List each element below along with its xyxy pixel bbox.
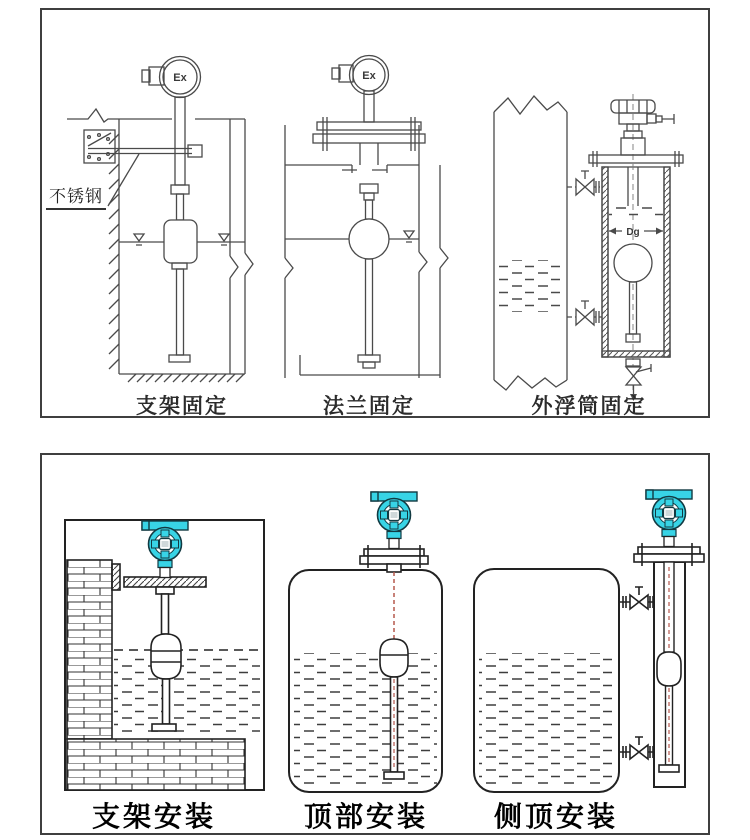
fixing-methods-panel	[40, 8, 710, 418]
rod-end-cap	[363, 362, 375, 368]
upper-rod	[162, 594, 169, 634]
dg-dimension	[609, 227, 663, 238]
bracket-post	[112, 564, 120, 590]
float-body	[657, 652, 681, 686]
lower-rod	[163, 679, 170, 724]
tank-wall-right-outer	[440, 165, 448, 378]
rod-coupling	[156, 587, 174, 594]
level-symbol	[404, 231, 414, 242]
float-ball	[349, 219, 389, 259]
caption-top-install: 顶部安装	[303, 801, 429, 832]
smart-transmitter-head	[142, 521, 188, 578]
float-lower-hub	[172, 263, 187, 269]
rod-coupling	[360, 184, 378, 193]
nozzle-neck	[360, 143, 378, 165]
floor-hatching	[128, 374, 244, 382]
bracket-beam	[124, 577, 206, 587]
lower-rod	[366, 259, 373, 355]
caption-side-top-install: 侧顶安装	[493, 801, 619, 832]
tank-broken-top	[494, 96, 567, 114]
dg-label: Dg	[626, 227, 640, 238]
stem-pipe	[364, 91, 374, 122]
rod-end-stop	[358, 355, 380, 362]
float-body	[164, 220, 197, 263]
tank-water	[498, 260, 564, 312]
rod-end-stop	[169, 355, 190, 362]
upper-rod	[366, 200, 373, 219]
tank-wall-left	[285, 125, 293, 378]
chamber-flange	[589, 151, 683, 167]
smart-transmitter-head	[646, 490, 692, 547]
lower-rod	[177, 269, 184, 355]
tank-broken-bottom	[494, 376, 567, 390]
float-ball	[614, 244, 652, 282]
caption-bracket-install: 支架安装	[91, 801, 217, 832]
float-body	[151, 634, 181, 679]
installation-methods-drawing	[42, 455, 708, 833]
caption-flange-fixing: 法兰固定	[323, 395, 415, 418]
rod-coupling	[387, 564, 401, 572]
tank-top	[285, 165, 419, 173]
water	[294, 653, 437, 785]
bracket-install-diagram	[65, 520, 264, 790]
brick-wall	[67, 560, 112, 739]
upper-rod	[177, 194, 184, 220]
transmitter-head-ex-2	[332, 56, 389, 95]
rod-coupling-2	[364, 193, 374, 200]
installation-methods-panel	[40, 453, 710, 835]
upper-connection-valve	[619, 587, 654, 609]
fixing-methods-drawing	[42, 10, 708, 416]
caption-bracket-fixing: 支架固定	[136, 395, 228, 418]
lower-connection-valve	[619, 737, 654, 759]
top-install-diagram	[289, 492, 442, 792]
support-arm	[88, 149, 192, 154]
upper-valve	[567, 171, 600, 195]
rod-end-stop	[152, 724, 176, 731]
lower-valve	[567, 301, 602, 325]
tank-wall-inner	[230, 119, 238, 374]
transmitter-head-ex-1	[142, 57, 201, 98]
wall-hatching	[109, 134, 119, 369]
tank-wall-outer	[245, 119, 253, 374]
stainless-steel-label: 不锈钢	[46, 182, 106, 210]
bracket-fixing-diagram	[67, 57, 253, 383]
side-top-install-diagram	[474, 490, 704, 792]
chamber-water	[609, 207, 663, 219]
ex-marking: Ex	[362, 70, 376, 82]
transmitter-head-compact	[611, 100, 674, 155]
water	[479, 653, 614, 785]
tank-walls	[494, 112, 567, 380]
steel-label-leader-line	[108, 154, 139, 206]
stem-pipe	[175, 97, 185, 185]
ex-marking: Ex	[173, 72, 187, 84]
mounting-flange	[313, 117, 425, 151]
flange-fixing-diagram	[285, 56, 448, 379]
rod-end-stop	[384, 772, 404, 779]
caption-external-chamber-fixing: 外浮筒固定	[531, 395, 647, 418]
smart-transmitter-head	[371, 492, 417, 549]
arm-clamp	[188, 145, 202, 157]
brick-floor	[67, 739, 245, 790]
water	[114, 655, 260, 732]
external-chamber-fixing-diagram	[494, 94, 683, 401]
rod-coupling	[171, 185, 189, 194]
tank-wall-right-inner	[419, 125, 427, 378]
float-body	[380, 639, 408, 677]
rod-end-stop	[659, 765, 679, 772]
